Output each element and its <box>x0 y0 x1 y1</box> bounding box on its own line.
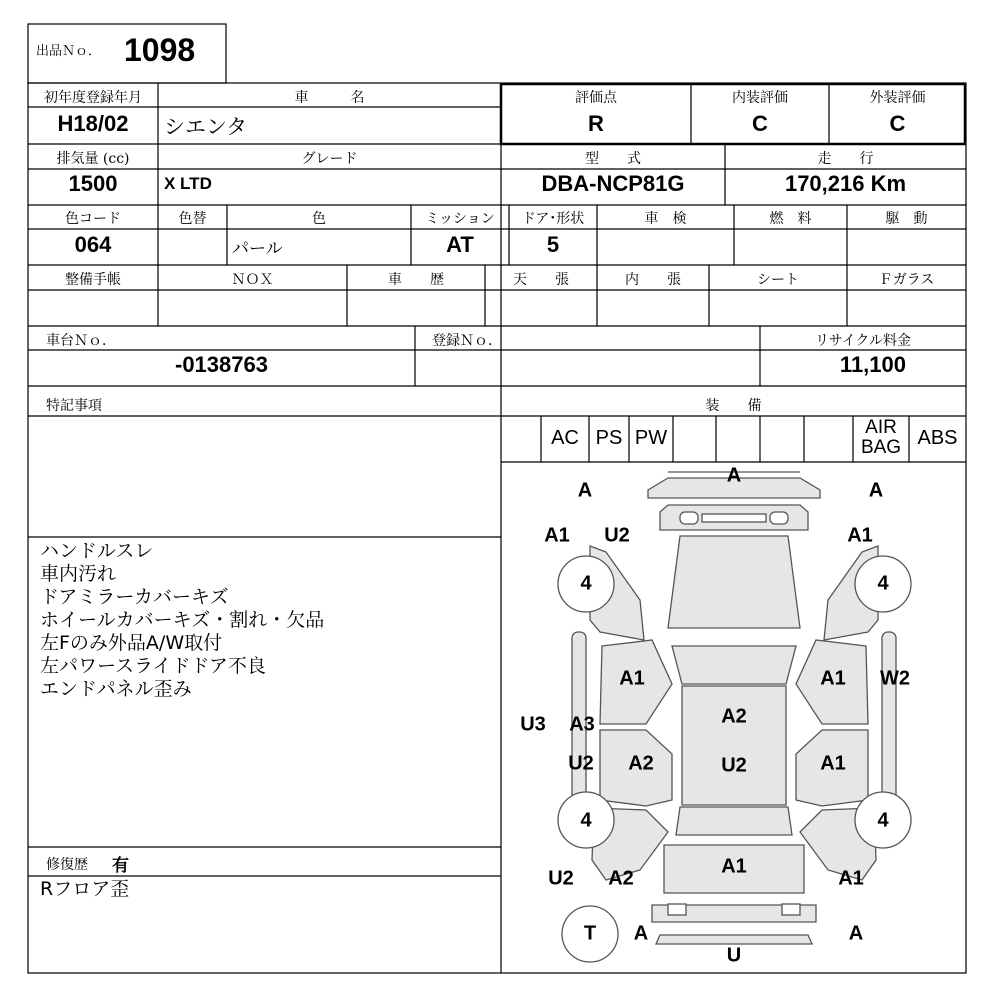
model-value: DBA-NCP81G <box>541 171 685 196</box>
mark-left-front-door: A1 <box>619 667 645 690</box>
mark-rear-left-corner: A <box>633 922 649 945</box>
inspection-label: 車 検 <box>644 211 687 227</box>
mark-left-fender: A1 <box>544 524 570 547</box>
roof-lining-label: 天 張 <box>513 272 569 288</box>
note-line: 左パワースライドドア不良 <box>40 655 266 677</box>
displacement-label: 排気量 (cc) <box>56 151 130 167</box>
mark-right-rear-door: A1 <box>820 752 846 775</box>
color-code-label: 色コード <box>65 211 121 227</box>
equip-pw: PW <box>634 427 668 449</box>
recycle-fee-value: 11,100 <box>839 352 906 377</box>
mark-roof-rear: U2 <box>721 754 747 777</box>
repair-history-value: 有 <box>112 856 129 876</box>
door-label: ドア･形状 <box>521 211 585 227</box>
repaint-label: 色替 <box>178 211 207 227</box>
mark-right-fender: A1 <box>847 524 873 547</box>
note-line: ハンドルスレ <box>40 540 154 562</box>
chassis-label: 車台Ｎｏ． <box>46 333 116 349</box>
score-value: R <box>588 111 604 136</box>
mark-rear-left-quarter-2: A2 <box>608 867 634 890</box>
grade-label: グレード <box>301 151 358 167</box>
nox-label: ＮＯＸ <box>231 272 274 288</box>
seat-label: シート <box>757 272 799 288</box>
mark-left-sill: U3 <box>520 713 546 736</box>
color-value: パール <box>232 239 283 259</box>
hood-shape <box>668 536 800 628</box>
mark-rear-right-corner: A <box>848 922 864 945</box>
note-line: エンドパネル歪み <box>40 678 192 700</box>
mileage-value: 170,216 Km <box>784 171 907 196</box>
repair-note: Rフロア歪 <box>40 878 130 900</box>
mark-roof: A2 <box>721 705 747 728</box>
transmission-value: AT <box>446 232 474 257</box>
mark-front-left-corner: A <box>577 479 593 502</box>
registration-no-label: 登録Ｎｏ． <box>432 333 502 349</box>
mark-left-rear-door: A2 <box>628 752 654 775</box>
exterior-value: C <box>889 111 906 136</box>
interior-value: C <box>752 111 768 136</box>
registration-value: H18/02 <box>57 111 129 136</box>
chassis-value: -0138763 <box>175 352 268 377</box>
note-line: ドアミラーカバーキズ <box>40 586 229 608</box>
mark-left-fender-2: U2 <box>604 524 630 547</box>
car-name-label: 車 名 <box>294 90 365 106</box>
transmission-label: ミッション <box>425 211 495 227</box>
color-code-value: 064 <box>74 232 112 257</box>
score-label: 評価点 <box>575 90 617 106</box>
mark-top: A <box>726 464 742 487</box>
mark-rear-left-tire: 4 <box>580 809 592 832</box>
equip-ps: PS <box>595 427 623 449</box>
mark-back-door: A1 <box>721 855 747 878</box>
maintenance-label: 整備手帳 <box>65 272 121 288</box>
interior-lining-label: 内 張 <box>625 272 681 288</box>
front-glass-label: Ｆガラス <box>878 272 935 288</box>
mark-left-rear-panel: U2 <box>568 752 594 775</box>
exterior-label: 外装評価 <box>869 90 926 106</box>
equipment-label: 装 備 <box>705 398 762 414</box>
interior-label: 内装評価 <box>732 90 788 106</box>
windshield-shape <box>672 646 796 684</box>
equip-abs: ABS <box>917 427 958 449</box>
mark-spare-tire: T <box>583 922 597 945</box>
grade-value: X LTD <box>164 174 212 193</box>
fuel-label: 燃 料 <box>769 211 812 227</box>
equip-airbag-text: AIR BAG <box>860 417 902 458</box>
displacement-value: 1500 <box>68 171 118 196</box>
note-line: ホイールカバーキズ・割れ・欠品 <box>40 609 325 631</box>
note-line: 車内汚れ <box>40 563 117 585</box>
mark-rear-bumper: U <box>726 944 742 967</box>
recycle-fee-label: リサイクル料金 <box>814 333 912 349</box>
roof-shape <box>682 686 786 805</box>
note-line: 左Fのみ外品A/W取付 <box>40 632 223 654</box>
model-label: 型 式 <box>585 151 641 167</box>
history-label: 車 歴 <box>388 272 444 288</box>
mark-right-front-door-2: W2 <box>880 667 910 690</box>
lot-label: 出品Ｎｏ． <box>36 44 102 59</box>
door-value: 5 <box>546 232 560 257</box>
registration-label: 初年度登録年月 <box>44 90 142 106</box>
right-sill-shape <box>882 632 896 802</box>
equip-ac: AC <box>551 427 579 449</box>
rear-window-shape <box>676 807 792 835</box>
mileage-label: 走 行 <box>817 151 874 167</box>
mark-left-sill-2: A3 <box>569 713 595 736</box>
mark-front-right-tire: 4 <box>877 572 889 595</box>
car-name-value: シエンタ <box>164 115 248 139</box>
repair-history-label: 修復歴 <box>46 857 88 873</box>
drive-label: 駆 動 <box>885 211 928 227</box>
mark-rear-right-tire: 4 <box>877 809 889 832</box>
mark-front-left-tire: 4 <box>580 572 592 595</box>
lot-number: 1098 <box>124 32 196 68</box>
mark-rear-left-quarter: U2 <box>548 867 574 890</box>
mark-front-right-corner: A <box>868 479 884 502</box>
mark-right-front-door: A1 <box>820 667 846 690</box>
notes-label: 特記事項 <box>46 398 102 414</box>
mark-rear-right-quarter: A1 <box>838 867 864 890</box>
color-label: 色 <box>312 211 326 227</box>
